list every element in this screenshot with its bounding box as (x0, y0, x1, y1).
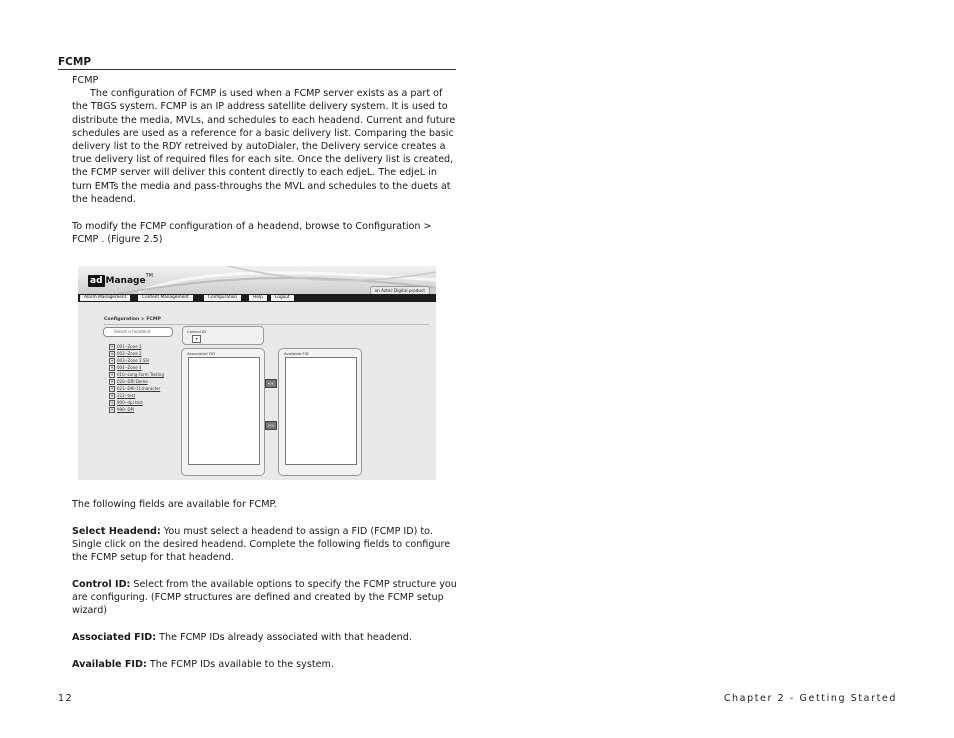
section-heading: FCMP (58, 56, 92, 68)
list-item[interactable]: + 990--DPI (110, 407, 135, 412)
page-breadcrumb: Configuration > FCMP (104, 317, 161, 322)
chevron-down-icon: ▾ (195, 336, 198, 341)
field-term: Associated FID: (72, 632, 157, 643)
field-select-headend (72, 525, 458, 565)
plus-icon: + (110, 351, 114, 356)
list-item[interactable]: + 222--test (110, 393, 136, 398)
product-badge: an Aztec Digital product (370, 286, 430, 296)
intro-paragraph (72, 74, 458, 206)
nav-alarm-management[interactable]: Alarm Management (80, 295, 130, 301)
headend-list (109, 343, 164, 413)
modify-paragraph: To modify the FCMP configuration of a headend, browse to Configuration > FCMP . (Figure 2.5) (72, 221, 432, 246)
list-item[interactable]: + 003--Zone 3 SSI (110, 358, 150, 363)
list-item[interactable]: + 900--dpi test (110, 400, 143, 405)
chapter-title: Chapter 2 - Getting Started (723, 693, 897, 704)
fcmp-figure (78, 266, 436, 480)
field-desc: Select from the available options to specify the FCMP structure you are configuring. (FCMP structures are defined and created by the FCMP setup wizard) (72, 579, 457, 617)
nav-help[interactable]: Help (249, 295, 267, 301)
logo-tm: TM (145, 273, 153, 279)
plus-icon: + (110, 379, 114, 384)
plus-icon: + (110, 344, 114, 349)
headend-select[interactable]: Select a headend (103, 327, 173, 337)
associated-fid-list[interactable] (188, 357, 260, 465)
control-id-dropdown[interactable] (192, 335, 201, 343)
list-item[interactable]: + 010--Long Form Testing (110, 372, 164, 377)
plus-icon: + (110, 393, 114, 398)
field-associated-fid (72, 631, 458, 644)
nav-content-management[interactable]: Content Management (138, 295, 193, 301)
associated-fid-panel (181, 348, 265, 476)
page-number: 12 (58, 693, 74, 704)
app-banner (78, 266, 436, 294)
breadcrumb-rule (104, 324, 429, 325)
available-fid-panel (278, 348, 362, 476)
intro-label: FCMP (72, 75, 99, 86)
logo-manage: Manage (105, 276, 146, 286)
move-left-button[interactable]: << (265, 379, 277, 388)
plus-icon: + (110, 365, 114, 370)
field-term: Available FID: (72, 659, 147, 670)
plus-icon: + (110, 407, 114, 412)
move-right-button[interactable]: >> (265, 421, 277, 430)
plus-icon: + (110, 372, 114, 377)
intro-text: The configuration of FCMP is used when a FCMP server exists as a part of the TBGS system. FCMP is an IP address satellite delivery system. It is used to distribute the media, MVLs, and schedules to each headend. Current and future schedules are used as a reference for a basic delivery list. Comparing the basic delivery list to the RDY retreived by autoDialer, the Delivery service creates a true delivery list of required files for each site. Once the delivery list is created, the FCMP server will deliver this content directly to each edjeL. The edjeL in turn EMTs the media and pass-throughs the MVL and schedules to the duets at the headend. (72, 88, 456, 205)
field-desc: The FCMP IDs available to the system. (146, 659, 334, 670)
field-term: Control ID: (72, 579, 131, 590)
field-desc: The FCMP IDs already associated with that headend. (156, 632, 412, 643)
nav-logout[interactable]: Logout (271, 295, 294, 301)
fields-intro: The following fields are available for FCMP. (72, 499, 277, 510)
field-control-id (72, 578, 458, 618)
logo-ad: ad (90, 276, 103, 286)
list-item[interactable]: + 020--DRI Demo (110, 379, 148, 384)
admanage-logo (88, 275, 153, 287)
list-item[interactable]: + 001--Zone 1 (110, 344, 142, 349)
control-id-group (182, 326, 264, 345)
nav-configuration[interactable]: Configuration (204, 295, 241, 301)
list-item[interactable]: + 021--DRI-11character (110, 386, 161, 391)
plus-icon: + (110, 386, 114, 391)
list-item[interactable]: + 004--Zone 4 (110, 365, 142, 370)
control-id-label: Control ID (187, 329, 206, 334)
field-term: Select Headend: (72, 526, 161, 537)
main-nav (78, 294, 436, 302)
plus-icon: + (110, 358, 114, 363)
available-fid-list[interactable] (285, 357, 357, 465)
heading-rule (58, 69, 456, 70)
field-available-fid (72, 658, 458, 671)
associated-fid-label: Associated FID (187, 351, 216, 356)
list-item[interactable]: + 002--Zone 2 (110, 351, 142, 356)
plus-icon: + (110, 400, 114, 405)
field-desc: You must select a headend to assign a FID (FCMP ID) to. Single click on the desired headend. Complete the following fields to configure the FCMP setup for that headend. (72, 526, 451, 564)
available-fid-label: Available FID (284, 351, 309, 356)
